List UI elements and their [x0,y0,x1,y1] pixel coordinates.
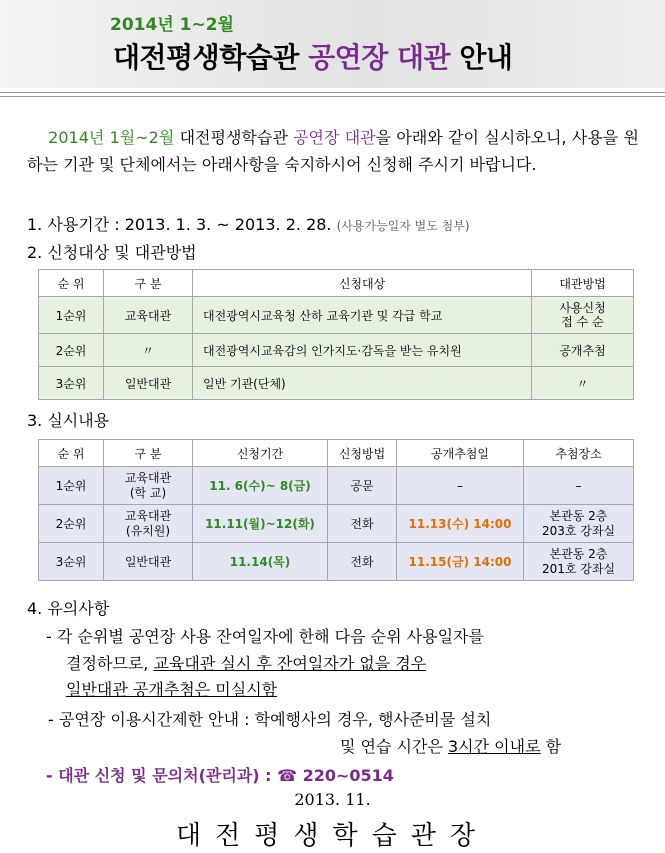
table-header-row [39,270,634,297]
section2-heading: 2. 신청대상 및 대관방법 [27,243,197,262]
table-cell: 전화 [328,543,397,581]
header-subtitle: 2014년 1~2월 [110,15,234,35]
table-cell: – [524,467,634,505]
section1-line [27,212,470,235]
table-row [39,505,634,543]
table-cell: 1순위 [39,467,104,505]
table-header-row [39,440,634,467]
table-cell: 3순위 [39,543,104,581]
table-cell: 공개추첨 [532,334,634,367]
table-cell: 사용신청 접 수 순 [532,297,634,334]
table-cell: 대전광역시교육감의 인가지도·감독을 받는 유치원 [193,334,532,367]
table-row [39,543,634,581]
header-banner [0,0,665,88]
schedule-table [38,439,634,581]
section4-heading: 4. 유의사항 [27,599,110,618]
note1-line2-plain: 결정하므로, [66,654,154,673]
table-cell: 공문 [328,467,397,505]
note1-line1: - 각 순위별 공연장 사용 잔여일자에 한해 다음 순위 사용일자를 [46,627,484,646]
table-cell: 전화 [328,505,397,543]
header-title [113,36,512,76]
table-cell: 대전광역시교육청 산하 교육기관 및 각급 학교 [193,297,532,334]
table-cell: 3순위 [39,367,104,400]
table-cell: 교육대관 [104,297,193,334]
section3-heading: 3. 실시내용 [27,411,110,430]
note2-line2-plain: 및 연습 시간은 [340,737,448,756]
section1-text: 1. 사용기간 : 2013. 1. 3. ~ 2013. 2. 28. [27,215,332,234]
table-cell: 11.11(월)~12(화) [193,505,328,543]
table-header: 신청방법 [328,440,397,467]
table-cell: 일반 기관(단체) [193,367,532,400]
table-row [39,297,634,334]
table-cell: 교육대관 (학 교) [104,467,193,505]
table-cell: 11.14(목) [193,543,328,581]
table-cell: 일반대관 [104,367,193,400]
header-title-main: 대전평생학습관 [113,41,309,74]
intro-period: 2014년 1월~2월 [48,128,175,147]
intro-hall: 공연장 대관 [293,128,376,147]
note1-line2 [66,651,426,674]
target-table [38,269,634,400]
table-header: 구 분 [104,270,193,297]
table-cell: 일반대관 [104,543,193,581]
issuer-name: 대전평생학습관장 [176,821,489,851]
note1-line2-underlined: 교육대관 실시 후 잔여일자가 없을 경우 [153,654,427,673]
intro-paragraph [27,124,639,178]
header-title-highlight: 공연장 대관 [308,41,451,74]
note2-line2 [340,734,561,757]
table-header: 신청기간 [193,440,328,467]
header-title-end: 안내 [450,41,513,74]
table-cell: 〃 [104,334,193,367]
table-cell: 교육대관 (유치원) [104,505,193,543]
table-cell: 〃 [532,367,634,400]
table-header: 공개추첨일 [397,440,524,467]
table-cell: 11. 6(수)~ 8(금) [193,467,328,505]
table-header: 순 위 [39,440,104,467]
table-header: 추첨장소 [524,440,634,467]
divider-top-2 [0,96,665,97]
table-header: 구 분 [104,440,193,467]
table-row [39,467,634,505]
table-row [39,334,634,367]
table-cell: 11.15(금) 14:00 [397,543,524,581]
note2-line1: - 공연장 이용시간제한 안내 : 학예행사의 경우, 행사준비물 설치 [48,710,492,729]
note2-line2-underlined: 3시간 이내로 [448,737,541,756]
divider-top [0,92,665,93]
table-cell: 본관동 2층 201호 강좌실 [524,543,634,581]
table-header: 대관방법 [532,270,634,297]
table-cell: 2순위 [39,505,104,543]
table-header: 순 위 [39,270,104,297]
notice-date: 2013. 11. [294,790,371,809]
table-cell: 2순위 [39,334,104,367]
table-cell: 본관동 2층 203호 강좌실 [524,505,634,543]
table-header: 신청대상 [193,270,532,297]
table-cell: 11.13(수) 14:00 [397,505,524,543]
table-cell: 1순위 [39,297,104,334]
section1-note: (사용가능일자 별도 첨부) [336,219,470,233]
note1-line3: 일반대관 공개추첨은 미실시함 [66,680,278,699]
intro-org: 대전평생학습관 [174,128,294,147]
note2-line2-end: 함 [540,737,562,756]
table-cell: – [397,467,524,505]
table-row [39,367,634,400]
intro-rest: 을 아래와 같이 실시하오니, 사용을 원하는 기관 및 단체에서는 아래사항을 숙지하시어 신청해 주시기 바랍니다. [27,128,639,174]
contact-line: - 대관 신청 및 문의처(관리과) : ☎ 220~0514 [46,766,394,785]
